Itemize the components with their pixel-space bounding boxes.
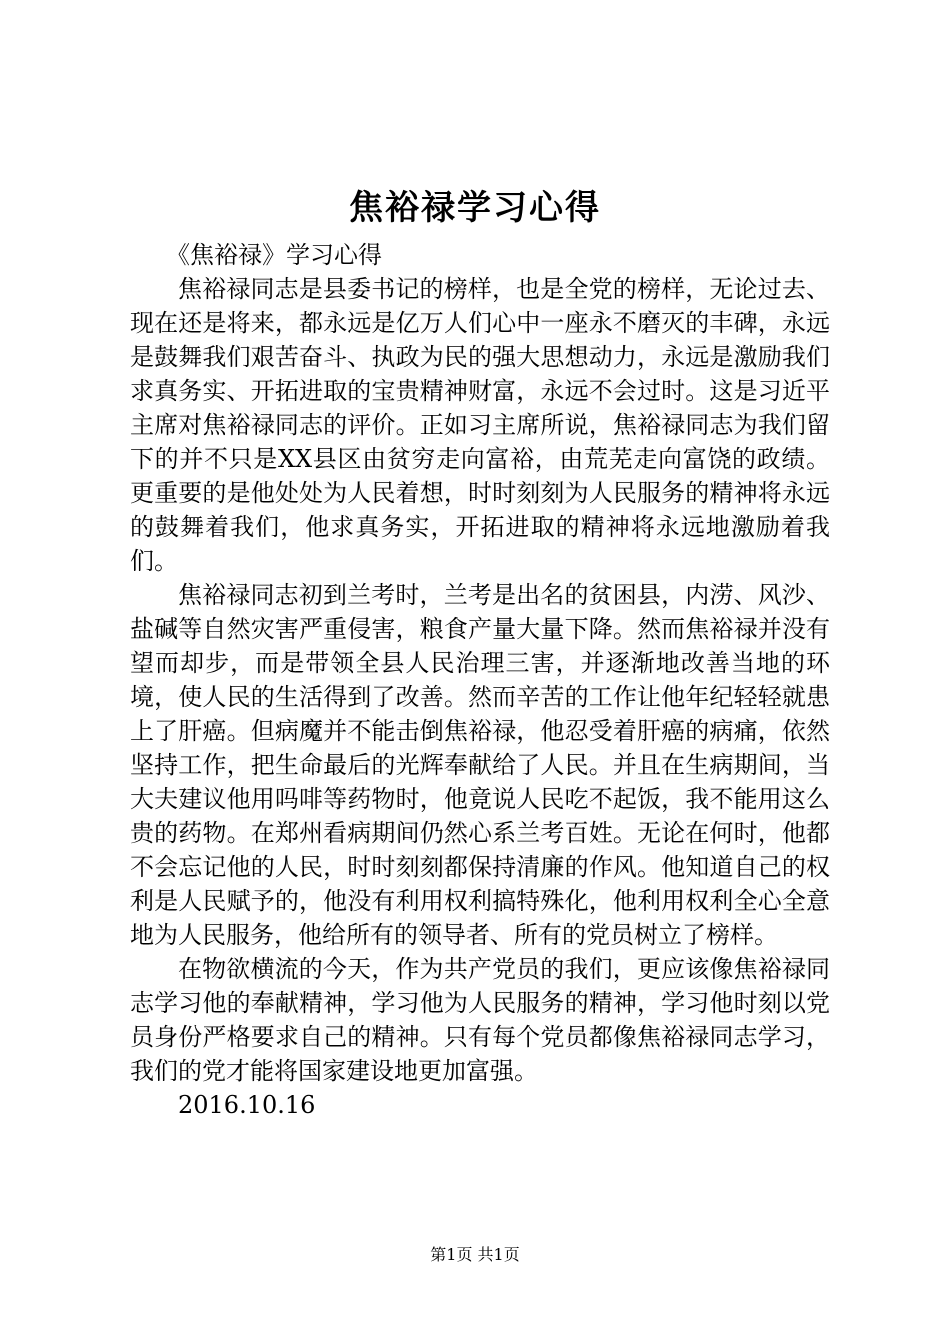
page-title: 焦裕禄学习心得 (349, 188, 601, 228)
document-date: 2016.10.16 (178, 1091, 316, 1119)
paragraph-3: 在物欲横流的今天，作为共产党员的我们，更应该像焦裕禄同志学习他的奉献精神，学习他为人民服务的精神，学习他时刻以党员身份严格要求自己的精神。只有每个党员都像焦裕禄同志学习，我们的党才能将国家建设地更加富强。 (130, 955, 830, 1085)
document-body (130, 238, 830, 1122)
document-subtitle: 《焦裕禄》学习心得 (166, 241, 382, 269)
paragraph-2: 焦裕禄同志初到兰考时，兰考是出名的贫困县，内涝、风沙、盐碱等自然灾害严重侵害，粮食产量大量下降。然而焦裕禄并没有望而却步，而是带领全县人民治理三害，并逐渐地改善当地的环境，使人民的生活得到了改善。然而辛苦的工作让他年纪轻轻就患上了肝癌。但病魔并不能击倒焦裕禄，他忍受着肝癌的病痛，依然坚持工作，把生命最后的光辉奉献给了人民。并且在生病期间，当大夫建议他用吗啡等药物时，他竟说人民吃不起饭，我不能用这么贵的药物。在郑州看病期间仍然心系兰考百姓。无论在何时，他都不会忘记他的人民，时时刻刻都保持清廉的作风。他知道自己的权利是人民赋予的，他没有利用权利搞特殊化，他利用权利全心全意地为人民服务，他给所有的领导者、所有的党员树立了榜样。 (130, 581, 830, 949)
page-footer: 第1页 共1页 (430, 1245, 520, 1264)
paragraph-1: 焦裕禄同志是县委书记的榜样，也是全党的榜样，无论过去、现在还是将来，都永远是亿万人们心中一座永不磨灭的丰碑，永远是鼓舞我们艰苦奋斗、执政为民的强大思想动力，永远是激励我们求真务实、开拓进取的宝贵精神财富，永远不会过时。这是习近平主席对焦裕禄同志的评价。正如习主席所说，焦裕禄同志为我们留下的并不只是XX县区由贫穷走向富裕，由荒芜走向富饶的政绩。更重要的是他处处为人民着想，时时刻刻为人民服务的精神将永远的鼓舞着我们，他求真务实，开拓进取的精神将永远地激励着我们。 (130, 275, 830, 575)
